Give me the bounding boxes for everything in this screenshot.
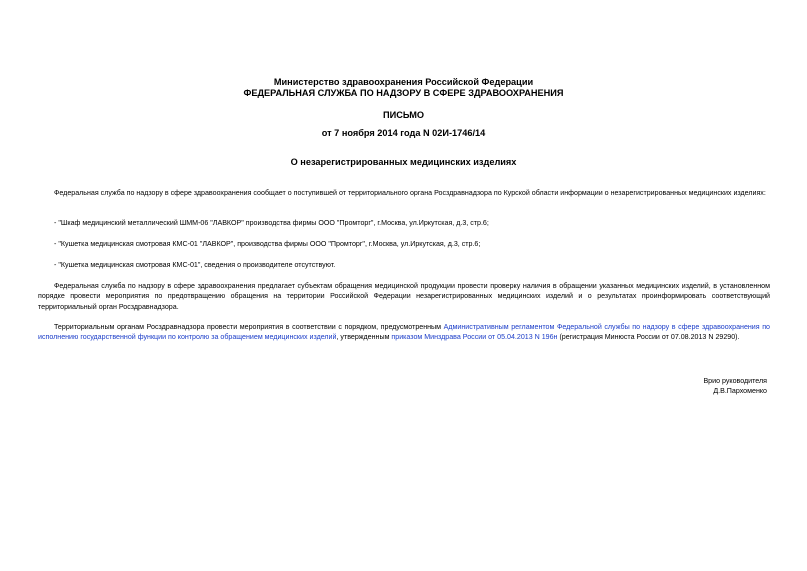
- list-item-couch-lavkor: - "Кушетка медицинская смотровая КМС-01 "ЛАВКОР", производства фирмы ООО "Промторг", г.Москва, ул.Иркутская, д.3, стр.6;: [54, 240, 481, 248]
- signature-position: Врио руководителя: [703, 377, 767, 385]
- document-subject: О незарегистрированных медицинских изделиях: [290, 157, 517, 167]
- instructions-text-3: (регистрация Минюста России от 07.08.2013 N 29290).: [557, 333, 740, 342]
- signature-name: Д.В.Пархоменко: [713, 387, 767, 395]
- service-name: ФЕДЕРАЛЬНАЯ СЛУЖБА ПО НАДЗОРУ В СФЕРЕ ЗДРАВООХРАНЕНИЯ: [243, 88, 564, 98]
- ministry-name: Министерство здравоохранения Российской Федерации: [273, 77, 534, 87]
- paragraph-proposal: Федеральная служба по надзору в сфере здравоохранения предлагает субъектам обращения медицинской продукции провести проверку наличия в обращении указанных медицинских изделий, в установленном порядке провести мероприятия по предотвращению обращения на территории Российской Федерации незарегистрированных медицинских изделий и о результатах проинформировать соответствующий территориальный орган Росздравнадзора.: [38, 282, 770, 311]
- document-type: ПИСЬМО: [382, 110, 425, 120]
- order-link[interactable]: приказом Минздрава России от 05.04.2013 N 196н: [391, 333, 558, 342]
- document-date-number: от 7 ноября 2014 года N 02И-1746/14: [321, 128, 486, 138]
- instructions-text-1: Территориальным органам Росздравнадзора провести мероприятия в соответствии с порядком, предусмотренным: [54, 323, 444, 331]
- instructions-text-2: , утвержденным: [336, 333, 392, 342]
- paragraph-intro: Федеральная служба по надзору в сфере здравоохранения сообщает о поступившей от территориального органа Росздравнадзора по Курской области информации о незарегистрированных медицинских изделиях:: [54, 189, 766, 197]
- regulation-link[interactable]: Административным регламентом Федеральной службы по надзору в сфере здравоохранения по исполнению государственной функции по контролю за обращением медицинских изделий: [38, 323, 770, 342]
- list-item-couch-unknown: - "Кушетка медицинская смотровая КМС-01", сведения о производителе отсутствуют.: [54, 261, 336, 269]
- paragraph-instructions: [38, 322, 770, 343]
- list-item-cabinet: - "Шкаф медицинский металлический ШММ-06 "ЛАВКОР" производства фирмы ООО "Промторг", г.Москва, ул.Иркутская, д.3, стр.6;: [54, 219, 489, 227]
